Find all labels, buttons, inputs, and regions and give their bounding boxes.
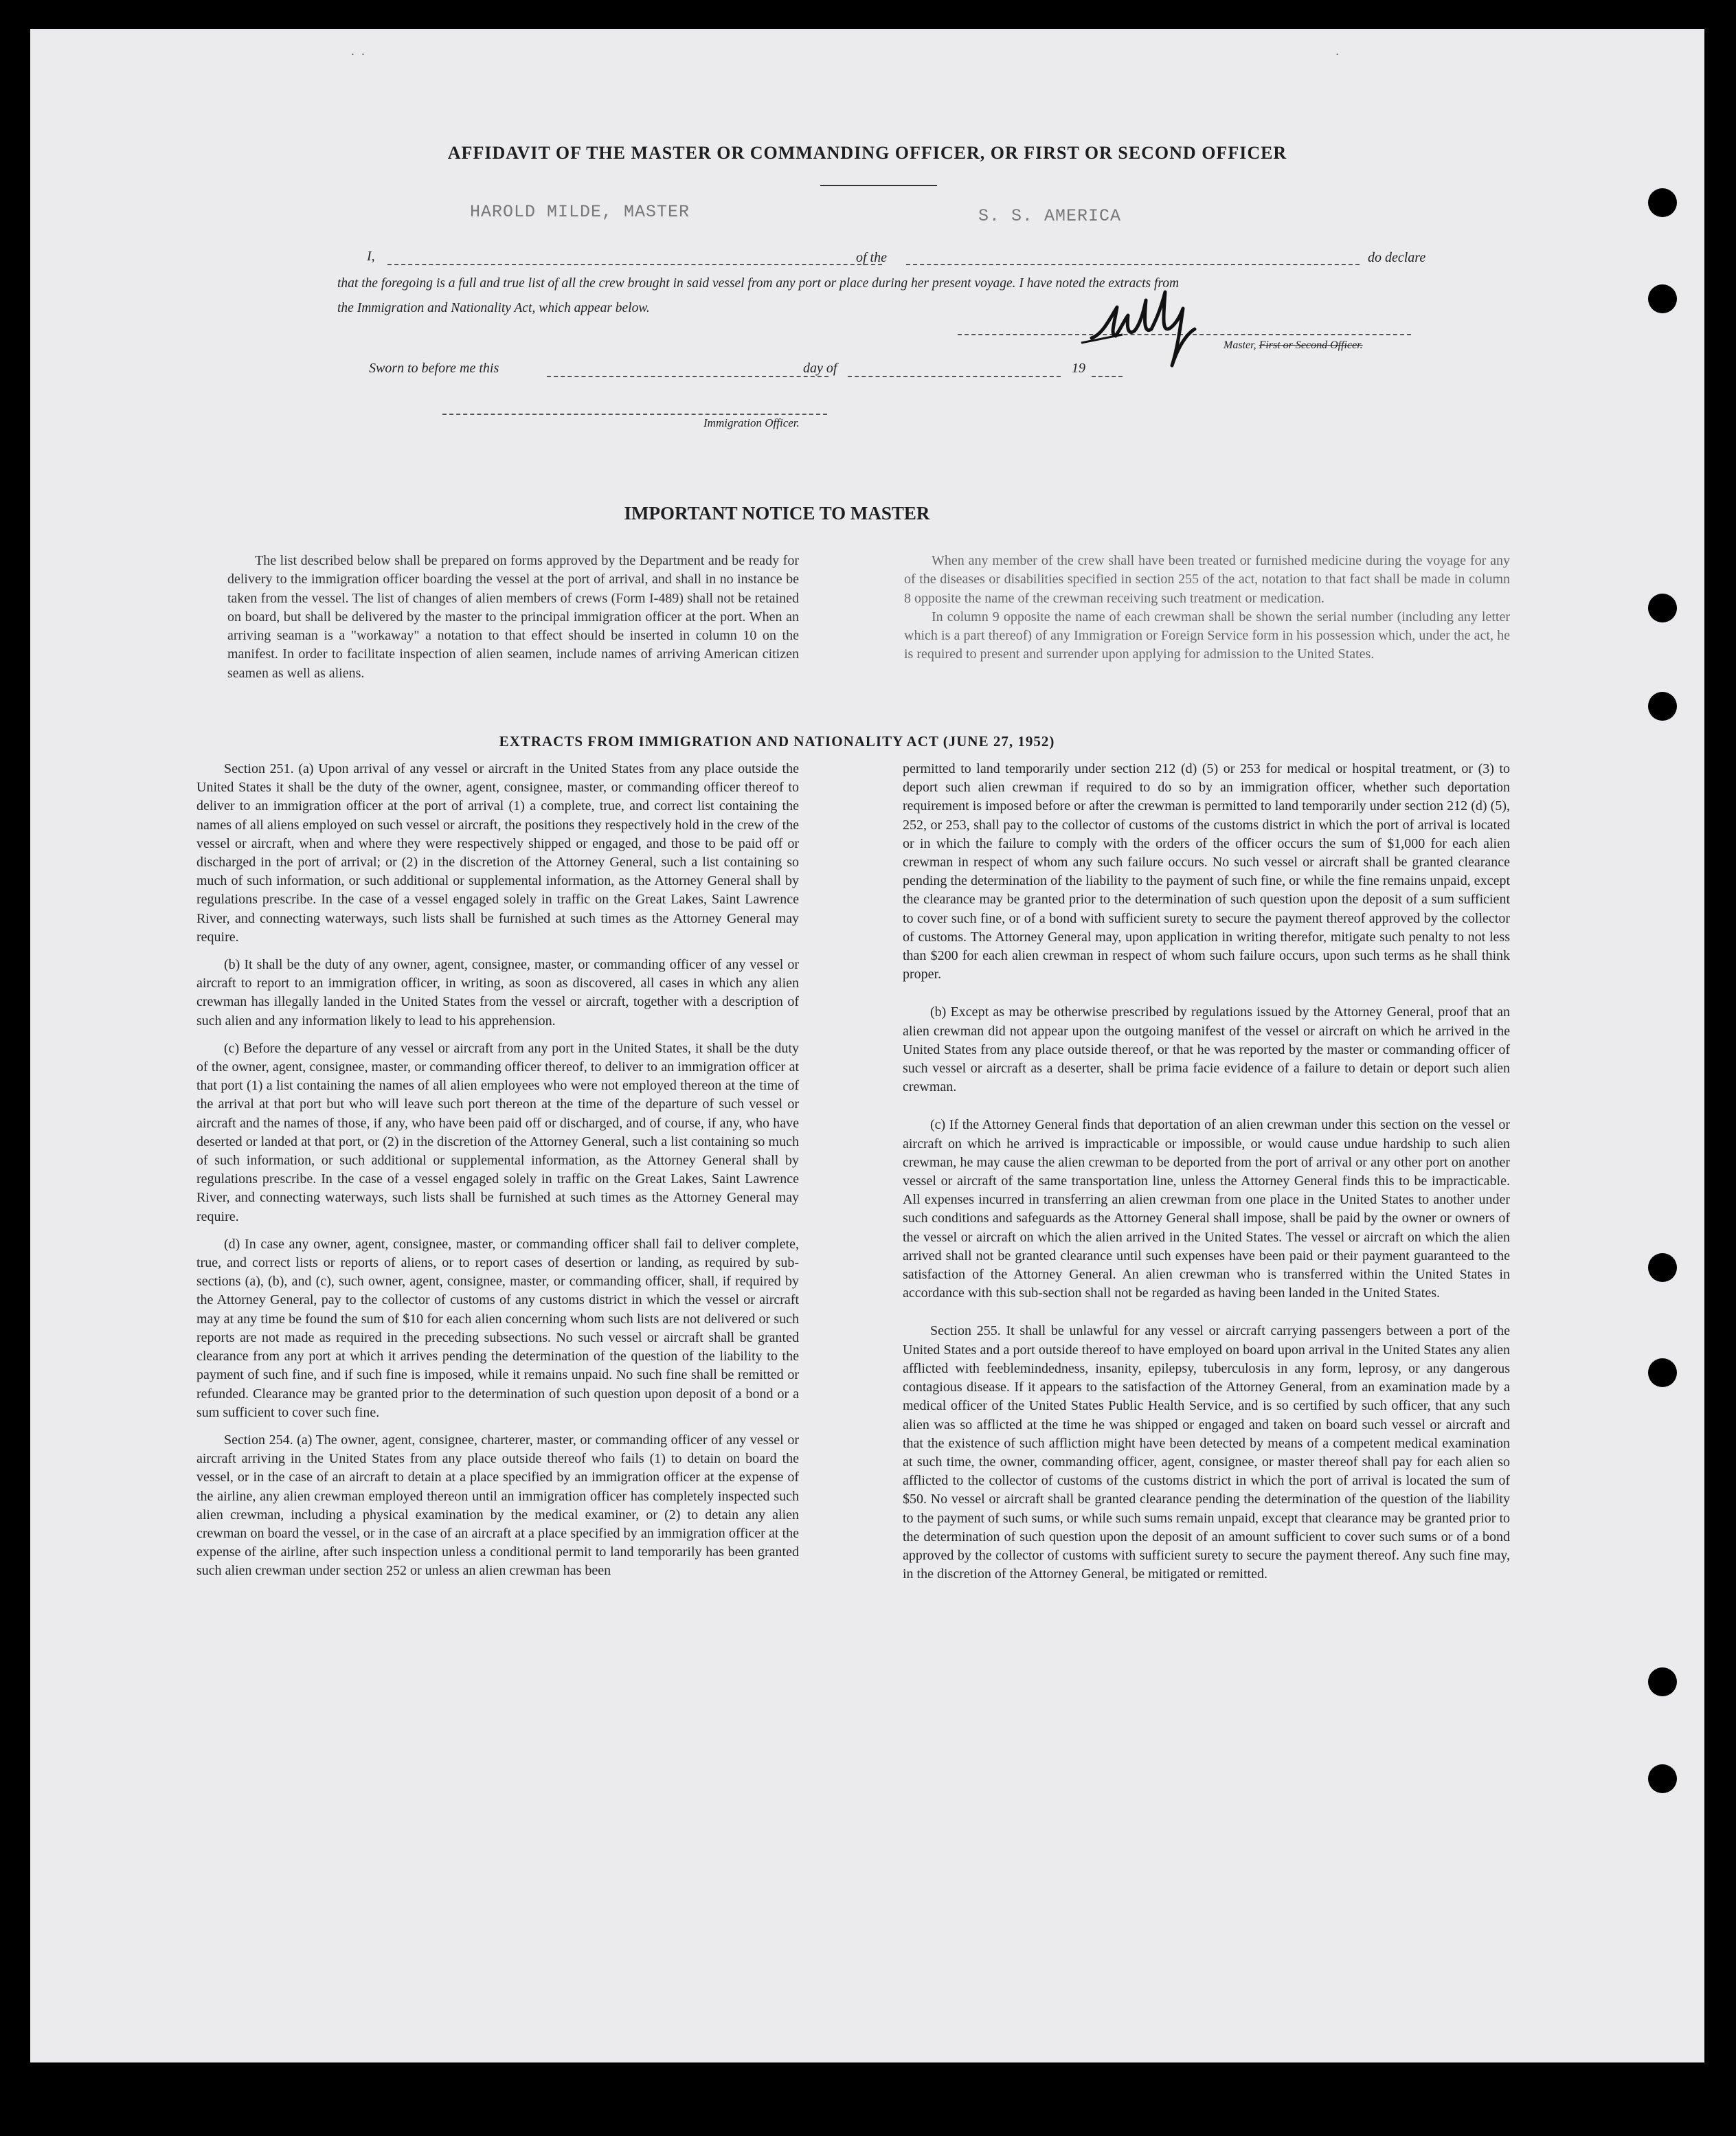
- punch-hole: [1648, 188, 1677, 217]
- immigration-officer-label: Immigration Officer.: [703, 416, 800, 429]
- section-251-d: (d) In case any owner, agent, consignee, master, or commanding officer shall fail to deliver complete, true, and correct lists or reports of aliens, or to report cases of desertion or landing, as required by sub-sections (a), (b), and (c), such owner, agent, consignee, master, or commanding officer, shall, if required by the Attorney General, pay to the collector of customs of any customs district in which the vessel or aircraft may at any time be found the sum of $10 for each alien concerning whom such lists are not delivered or such reports are not made as required in the preceding subsections. No such vessel or aircraft shall be granted clearance from any port at which it arrives pending the determination of the question of the liability to the payment of such fine, and if such fine is imposed, while it remains unpaid. No such fine shall be remitted or refunded. Clearance may be granted prior to the determination of such question upon deposit of a bond or a sum sufficient to cover such fine.: [196, 1236, 799, 1420]
- section-251-b: (b) It shall be the duty of any owner, agent, consignee, master, or commanding officer of any vessel or aircraft to report to an immigration officer, in writing, as soon as discovered, all cases in which any alien crewman has illegally landed in the United States from the vessel or aircraft, together with a description of such alien and any information likely to lead to his apprehension.: [196, 957, 799, 1028]
- signature-caption-master: Master,: [1224, 339, 1256, 351]
- section-255: Section 255. It shall be unlawful for any vessel or aircraft carrying passengers between a port of the United States and a port outside thereof to have employed on board upon arrival in the United States any alien afflicted with feeblemindedness, insanity, epilepsy, tuberculosis in any form, leprosy, or any dangerous contagious disease. If it appears to the satisfaction of the Attorney General, from an examination made by a medical officer of the United States Public Health Service, and is so certified by such officer, that any such alien was so afflicted at the time he was shipped or engaged and taken on board such vessel or aircraft and that the existence of such affliction might have been detected by means of a competent medical examination at such time, the owner, commanding officer, agent, consignee, or master thereof shall pay for each alien so afflicted to the collector of customs of the customs district in which the port of arrival is located the sum of $50. No vessel or aircraft shall be granted clearance pending the determination of the question of the liability to the payment of such sums, or while such sums remain unpaid, except that clearance may be granted prior to the determination of such question upon the deposit of an amount sufficient to cover such sums or of a bond approved by the collector of customs with sufficient surety to secure the payment thereof. Any such fine may, in the discretion of the Attorney General, be mitigated or remitted.: [903, 1323, 1510, 1582]
- vessel-name-value: S. S. AMERICA: [978, 206, 1122, 226]
- punch-hole: [1648, 692, 1677, 721]
- punch-hole: [1648, 284, 1677, 313]
- sworn-month-field[interactable]: [848, 376, 1061, 377]
- sworn-label: Sworn to before me this: [369, 361, 499, 376]
- notice-left-column: [227, 552, 799, 683]
- signature-caption: [1224, 339, 1363, 352]
- extracts-right-column: [903, 760, 1510, 1593]
- notice-right-paragraph-2: In column 9 opposite the name of each crewman shall be shown the serial number (including any letter which is a part thereof) of any Immigration or Foreign Service form in his possession which, under the act, he is required to present and surrender upon applying for admission to the United States.: [904, 609, 1510, 662]
- do-declare-label: do declare: [1368, 250, 1426, 265]
- signature-caption-struck: First or Second Officer.: [1259, 339, 1363, 351]
- section-254-b: (b) Except as may be otherwise prescribed by regulations issued by the Attorney General, proof that an alien crewman did not appear upon the outgoing manifest of the vessel or aircraft on which he arrived in the United States from any place outside thereof, or that he was reported by the master or commanding officer of such vessel or aircraft as a deserter, shall be prima facie evidence of a failure to detain or deport such alien crewman.: [903, 1004, 1510, 1095]
- title-divider: [820, 185, 937, 186]
- sworn-year-field[interactable]: [1092, 376, 1123, 377]
- section-254-a-continued: permitted to land temporarily under section 212 (d) (5) or 253 for medical or hospital treatment, or (3) to deport such alien crewman if required to do so by an immigration officer, whether such deportation requirement is imposed before or after the crewman is permitted to land temporarily under section 212 (d) (5), 252, or 253, shall pay to the collector of customs of the customs district in which the port of arrival is located or in which the failure to comply with the orders of the officer occurs the sum of $1,000 for each alien crewman in respect of whom any such failure occurs. No such vessel or aircraft shall be granted clearance pending the determination of the liability to the payment of such fine, or while the fine remains unpaid, except the clearance may be granted prior to the determination of such question upon the deposit of a sum sufficient to cover such fine, or of a bond with sufficient surety to secure the payment thereof approved by the collector of customs. The Attorney General may, upon application in writing therefor, mitigate such penalty to not less than $200 for each alien crewman in respect of whom such failure occurs, upon such terms as he shall think proper.: [903, 761, 1510, 982]
- extracts-left-column: [196, 760, 799, 1590]
- punch-hole: [1648, 1253, 1677, 1282]
- affidavit-title: AFFIDAVIT OF THE MASTER OR COMMANDING OFFICER, OR FIRST OR SECOND OFFICER: [447, 143, 1287, 163]
- punch-hole: [1648, 1667, 1677, 1696]
- section-251-c: (c) Before the departure of any vessel or aircraft from any port in the United States, it shall be the duty of the owner, agent, consignee, master, or commanding officer thereof, to deliver to an immigration officer at that port (1) a list containing the names of all alien employees who were not employed thereon at the time of the arrival at that port but who will leave such port thereon at the time of the departure of such vessel or aircraft and the names of those, if any, who have been paid off or discharged, and of course, if any, who have deserted or landed at that port, or (2) in the discretion of the Attorney General, such a list containing so much of such information, or such additional or supplemental information, as the Attorney General shall by regulations prescribe. In the case of a vessel engaged solely in traffic on the Great Lakes, Saint Lawrence River, and connecting waterways, such lists shall be furnished at such times as the Attorney General may require.: [196, 1040, 799, 1224]
- notice-right-column: [904, 552, 1510, 664]
- punch-hole: [1648, 1764, 1677, 1793]
- section-251-a: Section 251. (a) Upon arrival of any vessel or aircraft in the United States from any place outside the United States it shall be the duty of the owner, agent, consignee, master, or commanding officer thereof to deliver to an immigration officer at the port of arrival (1) a complete, true, and correct list containing the names of all aliens employed on such vessel or aircraft, the positions they respectively hold in the crew of the vessel or aircraft, when and where they were respectively shipped or engaged, and those to be paid off or discharged in the port of arrival; or (2) in the discretion of the Attorney General, such a list containing so much of such information, or such additional or supplemental information, as the Attorney General shall by regulations prescribe. In the case of a vessel engaged solely in traffic on the Great Lakes, Saint Lawrence River, and connecting waterways, such lists shall be furnished at such times as the Attorney General may require.: [196, 761, 799, 945]
- handwritten-signature: [1074, 286, 1232, 390]
- section-254-a: Section 254. (a) The owner, agent, consignee, charterer, master, or commanding officer of any vessel or aircraft arriving in the United States from any place outside thereof who fails (1) to detain on board the vessel, or in the case of an aircraft to detain at a place specified by an immigration officer at the expense of the airline, any alien crewman employed thereon until an immigration officer has completely inspected such alien crewman, including a physical examination by the medical examiner, or (2) to detain any alien crewman on board the vessel, or in the case of an aircraft at a place specified by an immigration officer at the expense of the airline, after such inspection unless a conditional permit to land temporarily has been granted such alien crewman under section 252 or unless an alien crewman has been: [196, 1432, 799, 1579]
- punch-hole: [1648, 1358, 1677, 1387]
- master-name-field[interactable]: [387, 264, 882, 265]
- scan-speck: .: [1335, 44, 1340, 58]
- notice-title: IMPORTANT NOTICE TO MASTER: [624, 503, 930, 524]
- document-page: [30, 29, 1704, 2062]
- day-of-label: day of: [803, 361, 837, 376]
- declaration-line-1: that the foregoing is a full and true list of all the crew brought in said vessel from any port or place during her present voyage. I have noted the extracts from: [337, 276, 1180, 291]
- notice-left-paragraph: The list described below shall be prepared on forms approved by the Department and be ready for delivery to the immigration officer boarding the vessel at the port of arrival, and shall in no instance be taken from the vessel. The list of changes of alien members of crews (Form I-489) shall not be retained on board, but shall be delivered by the master to the principal immigration officer at the port. When an arriving seaman is a "workaway" a notation to that effect should be inserted in column 10 on the manifest. In order to facilitate inspection of alien seamen, include names of arriving American citizen seamen as well as aliens.: [227, 553, 799, 681]
- punch-hole: [1648, 594, 1677, 622]
- immigration-officer-signature-line[interactable]: [442, 414, 827, 415]
- i-label: I,: [367, 249, 375, 264]
- sworn-day-field[interactable]: [547, 376, 828, 377]
- extracts-title: EXTRACTS FROM IMMIGRATION AND NATIONALITY ACT (JUNE 27, 1952): [499, 733, 1055, 750]
- vessel-name-field[interactable]: [906, 264, 1360, 265]
- master-name-value: HAROLD MILDE, MASTER: [470, 202, 690, 222]
- scan-speck: . .: [351, 44, 365, 58]
- year-label: 19: [1072, 361, 1085, 376]
- declaration-line-2: the Immigration and Nationality Act, which appear below.: [337, 301, 650, 315]
- of-the-label: of the: [856, 250, 887, 265]
- notice-right-paragraph-1: When any member of the crew shall have been treated or furnished medicine during the voyage for any of the diseases or disabilities specified in section 255 of the act, notation to that fact shall be made in column 8 opposite the name of the crewman receiving such treatment or medication.: [904, 553, 1510, 606]
- section-254-c: (c) If the Attorney General finds that deportation of an alien crewman under this section on the vessel or aircraft on which he arrived is impracticable or impossible, or would cause undue hardship to such alien crewman, he may cause the alien crewman to be deported from the port of arrival or any other port on another vessel or aircraft of the same transportation line, unless the Attorney General finds this to be impracticable. All expenses incurred in transferring an alien crewman from one place in the United States to another under such conditions and safeguards as the Attorney General shall impose, shall be paid by the owner or owners of the vessel or aircraft on which the alien arrived in the United States. The vessel or aircraft on which the alien arrived shall not be granted clearance until such expenses have been paid or their payment guaranteed to the satisfaction of the Attorney General. An alien crewman who is transferred within the United States in accordance with this sub-section shall not be regarded as having been landed in the United States.: [903, 1117, 1510, 1301]
